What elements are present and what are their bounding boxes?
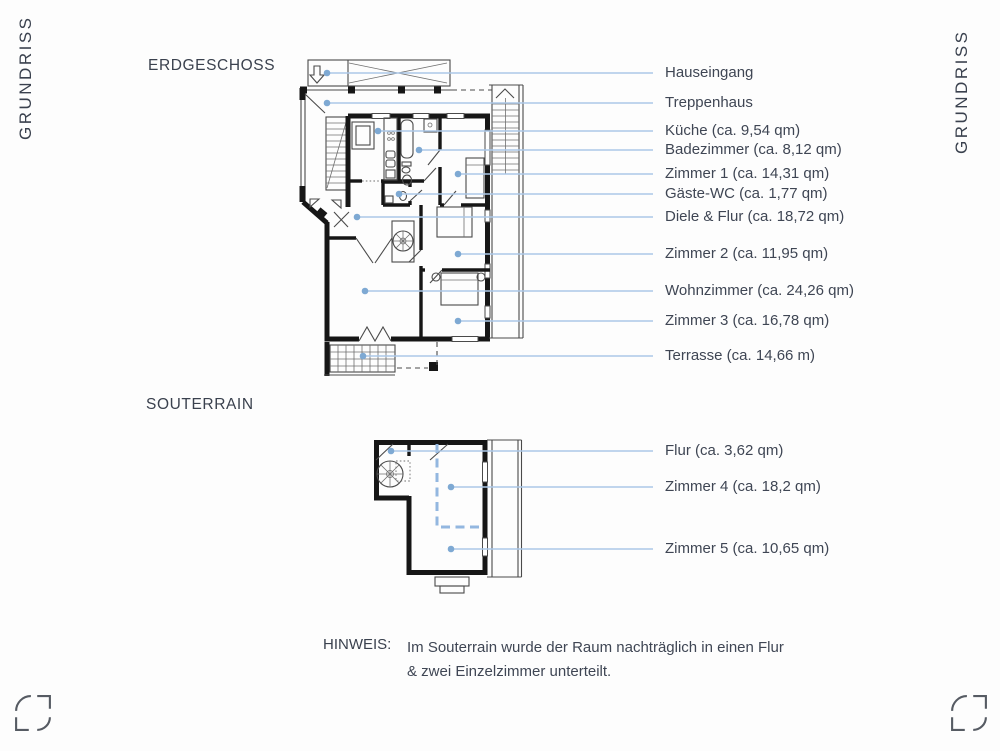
room-label: Zimmer 2 (ca. 11,95 qm) [665,245,829,262]
room-label: Flur (ca. 3,62 qm) [665,442,784,459]
sou-division-dashed [437,444,483,527]
grundriss-vertical-right: GRUNDRISS [952,29,971,154]
entrance-arrow-icon [310,66,324,83]
eg-floorplan [300,60,524,376]
room-label: Küche (ca. 9,54 qm) [665,122,801,139]
eg-exterior-stair [489,85,523,338]
room-label: Gäste-WC (ca. 1,77 qm) [665,185,828,202]
hinweis-line-2: & zwei Einzelzimmer unterteilt. [407,662,612,680]
sou-exit-steps [435,577,469,593]
room-label: Zimmer 3 (ca. 16,78 qm) [665,312,830,329]
grundriss-vertical-left: GRUNDRISS [16,15,35,140]
room-label: Badezimmer (ca. 8,12 qm) [665,141,842,158]
room-label: Hauseingang [665,64,754,81]
hinweis-label: HINWEIS: [323,636,392,653]
eg-staircase [326,117,348,190]
erdgeschoss-title: ERDGESCHOSS [148,57,276,74]
eg-colonnade [300,87,492,94]
sou-floorplan [374,440,522,593]
hinweis-text [407,636,784,683]
room-label: Zimmer 4 (ca. 18,2 qm) [665,478,821,495]
room-label: Treppenhaus [665,94,753,111]
sou-balcony [487,440,522,577]
souterrain-title: SOUTERRAIN [146,396,254,413]
room-label: Zimmer 1 (ca. 14,31 qm) [665,165,830,182]
room-label: Wohnzimmer (ca. 24,26 qm) [665,282,854,299]
room-label: Terrasse (ca. 14,66 m) [665,347,816,364]
eg-spiral-staircase [392,221,414,262]
sou-outer-walls [374,440,488,575]
hinweis-line-1: Im Souterrain wurde der Raum nachträglich in einen Flur [407,639,784,656]
eg-terrace [324,342,438,376]
eg-furniture [352,118,485,305]
logo-mark [950,694,988,732]
eg-vestibule [300,88,350,227]
room-label: Diele & Flur (ca. 18,72 qm) [665,208,845,225]
sou-spiral-staircase [377,461,410,487]
logo-mark [14,694,52,732]
room-label: Zimmer 5 (ca. 10,65 qm) [665,540,830,557]
